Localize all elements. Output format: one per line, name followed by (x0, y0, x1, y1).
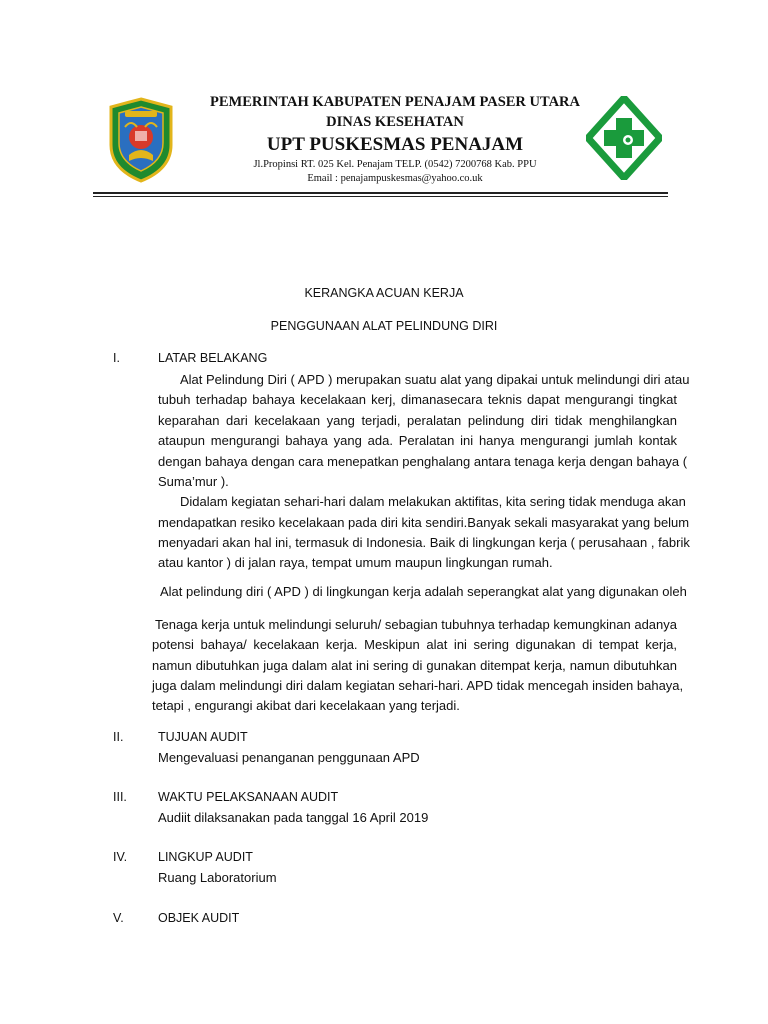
section-heading: WAKTU PELAKSANAAN AUDIT (158, 790, 339, 804)
section-heading: LINGKUP AUDIT (158, 850, 253, 864)
email-line: Email : penajampuskesmas@yahoo.co.uk (307, 173, 483, 184)
paragraph-line: Alat Pelindung Diri ( APD ) merupakan suatu alat yang dipakai untuk melindungi diri atau (180, 372, 690, 387)
puskesmas-cross-logo-icon (586, 96, 662, 180)
paragraph-line: ataupun mengurangi bahaya yang ada. Peralatan ini hanya mengurangi jumlah kontak (158, 433, 677, 448)
section-text: Audiit dilaksanakan pada tanggal 16 April 2019 (158, 810, 429, 825)
section-number: I. (113, 351, 120, 365)
section-heading: OBJEK AUDIT (158, 911, 240, 925)
section-number: IV. (113, 850, 128, 864)
paragraph-line: atau kantor ) di jalan raya, tempat umum maupun lingkungan rumah. (158, 555, 553, 570)
header-rule-thick (93, 192, 668, 194)
header-rule-thin (93, 196, 668, 197)
department-name: DINAS KESEHATAN (326, 114, 464, 130)
document-subtitle: PENGGUNAAN ALAT PELINDUNG DIRI (270, 319, 498, 333)
section-text: Mengevaluasi penanganan penggunaan APD (158, 750, 420, 765)
paragraph-line: juga dalam melindungi diri dalam kegiatan sehari-hari. APD tidak mencegah insiden bahaya, (152, 678, 684, 693)
paragraph-line: keparahan dari kecelakaan yang terjadi, peralatan pelindung diri tidak menghilangkan (158, 413, 677, 428)
section-heading: TUJUAN AUDIT (158, 730, 248, 744)
paragraph-line: Alat pelindung diri ( APD ) di lingkungan kerja adalah seperangkat alat yang digunakan oleh (160, 584, 687, 599)
government-name: PEMERINTAH KABUPATEN PENAJAM PASER UTARA (209, 94, 581, 110)
paragraph-line: tubuh terhadap bahaya kecelakaan kerj, dimanasecara teknis dapat mengurangi tingkat (158, 392, 677, 407)
paragraph-line: Tenaga kerja untuk melindungi seluruh/ sebagian tubuhnya terhadap kemungkinan adanya (155, 617, 677, 632)
section-number: III. (113, 790, 127, 804)
paragraph-line: namun dibutuhkan juga dalam alat ini sering di gunakan ditempat kerja, namun dibutuhkan (152, 658, 677, 673)
section-number: II. (113, 730, 124, 744)
paragraph-line: Didalam kegiatan sehari-hari dalam melakukan aktifitas, kita sering tidak menduga akan (180, 494, 686, 509)
paragraph-line: mendapatkan resiko kecelakaan pada diri kita sendiri.Banyak sekali masyarakat yang belum (158, 515, 690, 530)
section-text: Ruang Laboratorium (158, 870, 277, 885)
document-title: KERANGKA ACUAN KERJA (304, 286, 464, 300)
address-line: Jl.Propinsi RT. 025 Kel. Penajam TELP. (0542) 7200768 Kab. PPU (253, 159, 537, 170)
section-number: V. (113, 911, 124, 925)
section-heading: LATAR BELAKANG (158, 351, 268, 365)
paragraph-line: tetapi , engurangi akibat dari kecelakaan yang terjadi. (152, 698, 460, 713)
paragraph-line: potensi bahaya/ kecelakaan kerja. Meskipun alat ini sering digunakan di tempat kerja, (152, 637, 677, 652)
paragraph-line: dengan bahaya dengan cara menepatkan penghalang antara tenaga kerja dengan bahaya ( (158, 454, 688, 469)
institution-name: UPT PUSKESMAS PENAJAM (266, 134, 524, 155)
regency-emblem-icon (107, 97, 175, 183)
paragraph-line: menyadari akan hal ini, termasuk di Indonesia. Baik di lingkungan kerja ( perusahaan , fabrik (158, 535, 690, 550)
paragraph-line: Suma’mur ). (158, 474, 229, 489)
